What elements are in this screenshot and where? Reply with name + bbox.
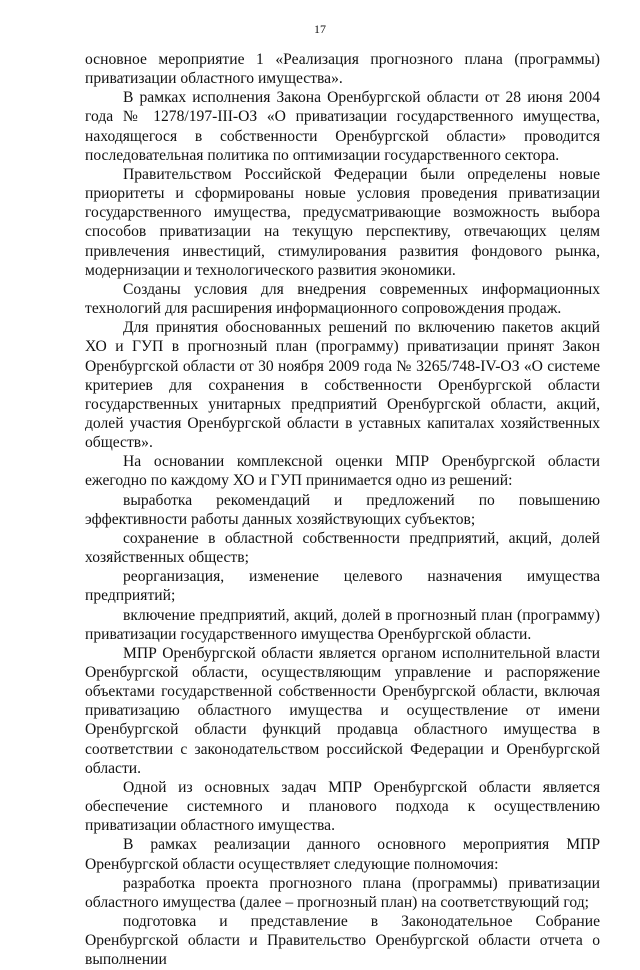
paragraph: основное мероприятие 1 «Реализация прогнозного плана (программы) приватизации областного имущества». bbox=[85, 51, 600, 88]
paragraph: выработка рекомендаций и предложений по повышению эффективности работы данных хозяйствующих субъектов; bbox=[85, 491, 600, 528]
paragraph: Созданы условия для внедрения современных информационных технологий для расширения информационного сопровождения продаж. bbox=[85, 280, 600, 318]
paragraph: Для принятия обоснованных решений по включению пакетов акций ХО и ГУП в прогнозный план (программу) приватизации принят Закон Оренбургской области от 30 ноября 2009 года № 3265/748-IV-ОЗ «О системе критериев для сохранения в собственности Оренбургской области государственных унитарных предприятий Оренбургской области, акций, долей участия Оренбургской области в уставных капиталах хозяйственных обществ». bbox=[85, 319, 600, 452]
paragraph: В рамках исполнения Закона Оренбургской области от 28 июня 2004 года № 1278/197-III-ОЗ «О приватизации государственного имущества, находящегося в собственности Оренбургской области» проводится последовательная политика по оптимизации государственного сектора. bbox=[85, 89, 600, 164]
paragraph: реорганизация, изменение целевого назначения имущества предприятий; bbox=[85, 568, 600, 605]
paragraph: сохранение в областной собственности предприятий, акций, долей хозяйственных обществ; bbox=[85, 529, 600, 567]
paragraph: На основании комплексной оценки МПР Оренбургской области ежегодно по каждому ХО и ГУП принимается одно из решений: bbox=[85, 453, 600, 490]
paragraph: включение предприятий, акций, долей в прогнозный план (программу) приватизации государственного имущества Оренбургской области. bbox=[85, 606, 600, 643]
page-number: 17 bbox=[314, 22, 326, 36]
body-text bbox=[85, 50, 600, 970]
paragraph: МПР Оренбургской области является органом исполнительной власти Оренбургской области, осуществляющим управление и распоряжение объектами государственной собственности Оренбургской области, включая приватизацию областного имущества и осуществление от имени Оренбургской области функций продавца областного имущества в соответствии с законодательством российской Федерации и Оренбургской области. bbox=[85, 644, 600, 777]
paragraph: Правительством Российской Федерации были определены новые приоритеты и сформированы новые условия проведения приватизации государственного имущества, предусматривающие возможность выбора способов приватизации на текущую перспективу, отвечающих целям привлечения инвестиций, стимулирования развития фондового рынка, модернизации и технологического развития экономики. bbox=[85, 165, 600, 279]
paragraph: Одной из основных задач МПР Оренбургской области является обеспечение системного и планового подхода к осуществлению приватизации областного имущества. bbox=[85, 778, 600, 835]
paragraph: разработка проекта прогнозного плана (программы) приватизации областного имущества (далее – прогнозный план) на соответствующий год; bbox=[85, 874, 600, 911]
paragraph: В рамках реализации данного основного мероприятия МПР Оренбургской области осуществляет следующие полномочия: bbox=[85, 836, 600, 873]
paragraph: подготовка и представление в Законодательное Собрание Оренбургской области и Правительство Оренбургской области отчета о выполнении bbox=[85, 913, 600, 969]
